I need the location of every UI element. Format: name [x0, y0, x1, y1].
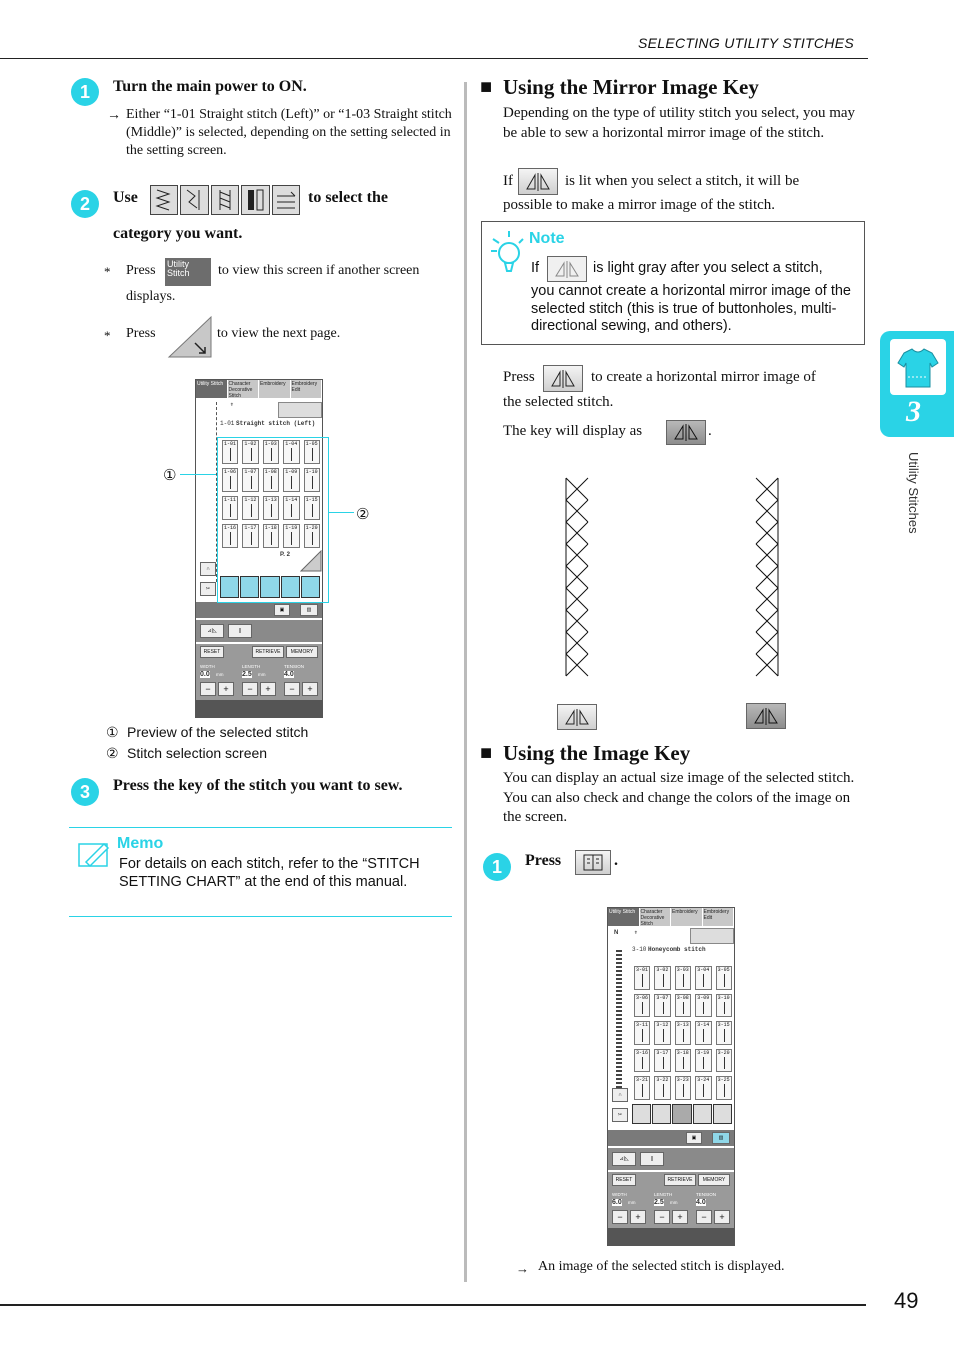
legend-text-1: Preview of the selected stitch	[127, 724, 309, 740]
stitch-key[interactable]	[654, 1049, 670, 1073]
length-minus-button[interactable]: −	[654, 1210, 670, 1224]
page-number: 49	[894, 1288, 919, 1313]
tab-embroidery[interactable]: Embroidery	[259, 380, 291, 398]
tab-utility-stitch[interactable]: Utility Stitch	[608, 908, 640, 926]
press-label: Press	[503, 369, 535, 385]
stitch-key[interactable]	[634, 1076, 650, 1100]
width-plus-button[interactable]: +	[218, 682, 234, 696]
stitch-key-code: 3-17	[656, 1049, 669, 1056]
chapter-tab	[880, 331, 954, 437]
length-label: LENGTH	[242, 664, 261, 669]
n-indicator: N	[614, 930, 619, 936]
image-key-intro: You can display an actual size image of the selected stitch. You can also check and change the colors of the image on the screen.	[503, 770, 855, 825]
length-value: 2.5	[654, 1199, 664, 1206]
category-key[interactable]	[693, 1104, 712, 1124]
section-bullet: ■	[480, 742, 493, 764]
tension-plus-button[interactable]: +	[302, 682, 318, 696]
utility-stitch-key[interactable]: Utility Stitch	[165, 258, 211, 286]
memory-button[interactable]: MEMORY	[286, 646, 318, 658]
width-minus-button[interactable]: −	[612, 1210, 628, 1224]
stitch-key-code: 1-01	[224, 441, 237, 447]
running-title: SELECTING UTILITY STITCHES	[637, 35, 854, 51]
bullet1-rest2: displays.	[126, 289, 176, 304]
stitch-key-code: 1-15	[305, 497, 318, 503]
chapter-number: 3	[906, 395, 921, 428]
stitch-key[interactable]	[634, 1021, 650, 1045]
stitch-key[interactable]	[695, 966, 711, 990]
callout-2-line	[328, 512, 354, 513]
stitch-name: Straight stitch (Left)	[236, 420, 316, 427]
bottom-bar	[608, 1228, 734, 1246]
mm-label: mm	[628, 1200, 636, 1205]
cross-stitch-mark	[566, 544, 588, 566]
tab-character-decorative[interactable]: Character Decorative Stitch	[640, 908, 672, 926]
stitch-preview-area	[616, 948, 622, 1088]
legend-num-1: ①	[106, 724, 119, 740]
stitch-key-code: 3-19	[697, 1049, 710, 1056]
mirror-if: If	[503, 173, 513, 189]
cross-stitch-mark	[756, 632, 778, 654]
cross-stitch-mark	[566, 478, 588, 500]
stitch-key[interactable]	[716, 1049, 732, 1073]
stitch-key-code: 3-23	[676, 1077, 689, 1084]
stitch-key-code: 3-24	[697, 1077, 710, 1084]
mirror-image-key-active[interactable]	[666, 420, 706, 445]
stitch-key[interactable]	[675, 1076, 691, 1100]
legend-text-2: Stitch selection screen	[127, 745, 268, 761]
length-value: 2.5	[242, 671, 252, 678]
stitch-key[interactable]	[695, 1049, 711, 1073]
stitch-key-code: 3-18	[676, 1049, 689, 1056]
stitch-key-code: 1-16	[224, 525, 237, 531]
image-result-text: An image of the selected stitch is displayed.	[538, 1259, 785, 1274]
stitch-key[interactable]	[675, 1049, 691, 1073]
tab-embroidery-edit[interactable]: Embroidery Edit	[291, 380, 323, 398]
stitch-key-code: 3-25	[717, 1077, 730, 1084]
mirror-image-key[interactable]	[543, 365, 583, 392]
press-rest: to create a horizontal mirror image of	[591, 369, 816, 385]
bullet1-press: Press	[126, 263, 156, 278]
callout-2: ②	[356, 506, 370, 523]
step-number-2: 2	[71, 190, 99, 218]
arrow-icon: →	[516, 1261, 529, 1276]
stitch-name: Honeycomb stitch	[648, 946, 706, 953]
stitch-key[interactable]	[675, 966, 691, 990]
image-key-icon[interactable]: ▥	[712, 1132, 730, 1144]
stitch-key-code: 1-12	[244, 497, 257, 503]
stitch-key-code: 1-09	[285, 469, 298, 475]
scissors-icon[interactable]: ✂	[200, 582, 216, 596]
length-plus-button[interactable]: +	[672, 1210, 688, 1224]
stitch-preview-area	[198, 402, 217, 582]
settings-icon[interactable]	[690, 928, 734, 944]
category-key[interactable]	[632, 1104, 651, 1124]
length-label: LENGTH	[654, 1192, 673, 1197]
stitch-key[interactable]	[716, 1021, 732, 1045]
loop-icon[interactable]: ∩	[200, 562, 216, 576]
tab-character-decorative[interactable]: Character Decorative Stitch	[228, 380, 260, 398]
footer-rule	[0, 1304, 866, 1306]
length-minus-button[interactable]: −	[242, 682, 258, 696]
callout-2-box	[217, 437, 329, 603]
stitch-key[interactable]	[695, 1021, 711, 1045]
stitch-key-code: 1-17	[244, 525, 257, 531]
section-bullet: ■	[480, 76, 493, 98]
stitch-key[interactable]	[634, 1049, 650, 1073]
memo-bottom-rule	[69, 916, 452, 917]
width-plus-button[interactable]: +	[630, 1210, 646, 1224]
category-keys-screen	[632, 1104, 732, 1124]
tab-utility-stitch[interactable]: Utility Stitch	[196, 380, 228, 398]
arrow-icon: →	[107, 108, 121, 123]
category-key[interactable]	[713, 1104, 732, 1124]
satin-category-key[interactable]	[211, 185, 239, 215]
width-value: 0.0	[200, 671, 210, 678]
stitch-key-code: 1-06	[224, 469, 237, 475]
stitch-key-code: 1-02	[244, 441, 257, 447]
lightbulb-icon	[489, 229, 525, 273]
stitch-key-code: 3-11	[636, 1022, 649, 1029]
memo-pencil-icon	[78, 840, 110, 868]
step1-note: Either “1-01 Straight stitch (Left)” or “1-03 Straight stitch (Middle)” is selected, depending on the setting selected in the setting screen.	[126, 107, 452, 158]
mirror-image-key[interactable]: ⊿|◺	[200, 624, 224, 638]
stitch-key[interactable]	[675, 1021, 691, 1045]
reset-button[interactable]: RESET	[200, 646, 224, 658]
cross-stitch-mark	[566, 654, 588, 676]
overcasting-category-key[interactable]	[180, 185, 208, 215]
stitch-key-code: 3-15	[717, 1022, 730, 1029]
stitch-key[interactable]	[634, 966, 650, 990]
width-label: WIDTH	[612, 1192, 627, 1197]
twin-needle-key[interactable]: ||	[640, 1152, 664, 1166]
stitch-key-code: 1-19	[285, 525, 298, 531]
step2-to-select: to select the	[308, 189, 388, 206]
cross-stitch-mark	[566, 632, 588, 654]
image-key-icon[interactable]: ▥	[300, 604, 318, 616]
category-keys	[150, 185, 300, 215]
needle-icon: ✝	[634, 930, 638, 935]
stitch-key[interactable]	[654, 1021, 670, 1045]
step2-category: category you want.	[113, 225, 243, 242]
cross-stitch-mark	[756, 566, 778, 588]
tension-value: 4.0	[696, 1199, 706, 1206]
cross-stitch-mark	[566, 566, 588, 588]
stitch-key-code: 3-21	[636, 1077, 649, 1084]
bullet-star: *	[104, 264, 111, 279]
memo-title: Memo	[117, 835, 164, 852]
image-step-period: .	[614, 852, 618, 869]
stitch-code: 1-01	[220, 420, 235, 427]
tab-embroidery-edit[interactable]: Embroidery Edit	[703, 908, 735, 926]
stitch-key-code: 1-05	[305, 441, 318, 447]
stitch-key-code: 3-08	[676, 994, 689, 1001]
legend-num-2: ②	[106, 745, 119, 761]
cross-stitch-mark	[756, 610, 778, 632]
tension-minus-button[interactable]: −	[284, 682, 300, 696]
mirror-image-key[interactable]	[518, 168, 558, 195]
bottom-bar	[196, 700, 322, 718]
cross-stitch-mark	[566, 500, 588, 522]
mirror-heading: Using the Mirror Image Key	[503, 75, 759, 99]
mm-label: mm	[216, 672, 224, 677]
stitch-key-code: 3-14	[697, 1022, 710, 1029]
width-value: 6.0	[612, 1199, 622, 1206]
stitch-code: 3-10	[632, 946, 647, 953]
press-rest2: the selected stitch.	[503, 394, 614, 410]
mirror-key-off[interactable]	[557, 704, 597, 730]
stitch-key[interactable]	[716, 1076, 732, 1100]
stitch-key[interactable]	[654, 1076, 670, 1100]
stitch-key-code: 1-13	[264, 497, 277, 503]
stitch-key-code: 3-13	[676, 1022, 689, 1029]
note-title: Note	[529, 230, 565, 247]
memo-top-rule	[69, 827, 452, 828]
reset-button[interactable]: RESET	[612, 1174, 636, 1186]
mirror-image-key-gray[interactable]	[547, 256, 587, 282]
cross-stitch-mark	[756, 500, 778, 522]
loop-icon[interactable]: ∩	[612, 1088, 628, 1102]
multi-direction-category-key[interactable]	[272, 185, 300, 215]
bullet2-rest: to view the next page.	[217, 326, 341, 341]
note-if: If	[531, 260, 540, 276]
step2-use: Use	[113, 189, 138, 206]
image-key-heading: Using the Image Key	[503, 741, 691, 765]
stitch-key-code: 1-20	[305, 525, 318, 531]
cross-stitch-mark	[566, 522, 588, 544]
width-label: WIDTH	[200, 664, 215, 669]
step-number-1b: 1	[483, 853, 511, 881]
display-label: The key will display as	[503, 423, 643, 439]
cross-stitch-mark	[756, 544, 778, 566]
stitch-key-code: 3-05	[717, 967, 730, 973]
column-divider	[464, 82, 467, 1282]
settings-icon[interactable]	[278, 402, 322, 418]
stitch-key[interactable]	[695, 1076, 711, 1100]
step3-title: Press the key of the stitch you want to sew.	[113, 777, 403, 794]
stitch-key-code: 3-09	[697, 994, 710, 1001]
bullet1-rest: to view this screen if another screen	[218, 263, 420, 278]
stitch-key-code: 1-11	[224, 497, 237, 503]
step1-title: Turn the main power to ON.	[113, 78, 307, 95]
stitch-key-code: 1-08	[264, 469, 277, 475]
category-key[interactable]	[672, 1104, 691, 1124]
info-icon[interactable]: ▣	[686, 1132, 702, 1144]
cross-stitch-mark	[566, 588, 588, 610]
stitch-key-code: 3-06	[636, 994, 649, 1001]
stitch-key-code: 3-16	[636, 1049, 649, 1056]
stitch-key-code: 3-20	[717, 1049, 730, 1056]
page-indicator: P. 2	[280, 552, 290, 558]
stitch-key-code: 3-03	[676, 967, 689, 973]
cross-stitch-mark	[756, 522, 778, 544]
stitch-mirror-illustration	[750, 476, 786, 680]
twin-needle-key[interactable]: ||	[228, 624, 252, 638]
memory-button[interactable]: MEMORY	[698, 1174, 730, 1186]
callout-1: ①	[163, 467, 177, 484]
memo-text: For details on each stitch, refer to the “STITCH SETTING CHART” at the end of this manual.	[119, 856, 420, 890]
stitch-key[interactable]	[654, 994, 670, 1018]
retrieve-button[interactable]: RETRIEVE	[252, 646, 284, 658]
needle-icon: ✝	[230, 402, 234, 407]
step-number-1: 1	[71, 78, 99, 106]
retrieve-button[interactable]: RETRIEVE	[664, 1174, 696, 1186]
lcd-screen-honeycomb	[607, 907, 735, 1246]
callout-1-line	[180, 474, 216, 475]
stitch-key[interactable]	[716, 994, 732, 1018]
scissors-icon[interactable]: ✂	[612, 1108, 628, 1122]
mirror-lit-text: is lit when you select a stitch, it will be	[565, 173, 800, 189]
next-page-key-icon[interactable]	[167, 315, 213, 359]
tension-minus-button[interactable]: −	[696, 1210, 712, 1224]
tab-embroidery[interactable]: Embroidery	[671, 908, 703, 926]
stitch-key-code: 1-10	[305, 469, 318, 475]
stitch-key[interactable]	[675, 994, 691, 1018]
utility-stitch-category-key[interactable]	[150, 185, 178, 215]
stitch-key-code: 3-10	[717, 994, 730, 1001]
mirror-lit-text2: possible to make a mirror image of the stitch.	[503, 197, 776, 213]
note-text2: you cannot create a horizontal mirror image of the selected stitch (this is true of buttonholes, multi-directional sewing, and others).	[531, 283, 851, 334]
mm-label: mm	[670, 1200, 678, 1205]
stitch-key-code: 1-03	[264, 441, 277, 447]
stitch-key[interactable]	[634, 994, 650, 1018]
step-number-3: 3	[71, 778, 99, 806]
mm-label: mm	[258, 672, 266, 677]
chapter-vertical-label: Utility Stitches	[906, 452, 921, 534]
stitch-key-code: 3-02	[656, 967, 669, 973]
stitch-key-code: 1-18	[264, 525, 277, 531]
shirt-icon	[890, 339, 946, 395]
bullet2-press: Press	[126, 326, 156, 341]
tension-plus-button[interactable]: +	[714, 1210, 730, 1224]
stitch-key[interactable]	[716, 966, 732, 990]
stitch-key-code: 3-04	[697, 967, 710, 973]
width-minus-button[interactable]: −	[200, 682, 216, 696]
length-plus-button[interactable]: +	[260, 682, 276, 696]
cross-stitch-mark	[756, 654, 778, 676]
tension-label: TENSION	[284, 664, 305, 669]
stitch-normal-illustration	[560, 476, 596, 680]
category-key[interactable]	[652, 1104, 671, 1124]
tension-value: 4.0	[284, 671, 294, 678]
stitch-key-code: 1-07	[244, 469, 257, 475]
buttonhole-category-key[interactable]	[241, 185, 269, 215]
mirror-intro: Depending on the type of utility stitch you select, you may be able to sew a horizontal mirror image of the stitch.	[503, 105, 856, 141]
image-step-press: Press	[525, 852, 562, 869]
stitch-key-code: 3-07	[656, 994, 669, 1001]
stitch-key[interactable]	[654, 966, 670, 990]
mirror-key-on[interactable]	[746, 703, 786, 729]
cross-stitch-mark	[566, 610, 588, 632]
cross-stitch-mark	[756, 478, 778, 500]
image-key-icon[interactable]	[575, 850, 611, 875]
tension-label: TENSION	[696, 1192, 717, 1197]
cross-stitch-mark	[756, 588, 778, 610]
stitch-key-code: 3-01	[636, 967, 649, 973]
header-rule	[0, 58, 868, 59]
note-text1: is light gray after you select a stitch,	[593, 260, 823, 276]
stitch-key-code: 3-12	[656, 1022, 669, 1029]
stitch-key-code: 1-04	[285, 441, 298, 447]
stitch-grid	[634, 966, 732, 1100]
stitch-key-code: 3-22	[656, 1077, 669, 1084]
mirror-image-key[interactable]: ⊿|◺	[612, 1152, 636, 1166]
stitch-key[interactable]	[695, 994, 711, 1018]
display-end: .	[708, 423, 712, 439]
stitch-key-code: 1-14	[285, 497, 298, 503]
bullet-star: *	[104, 328, 111, 343]
info-icon[interactable]: ▣	[274, 604, 290, 616]
